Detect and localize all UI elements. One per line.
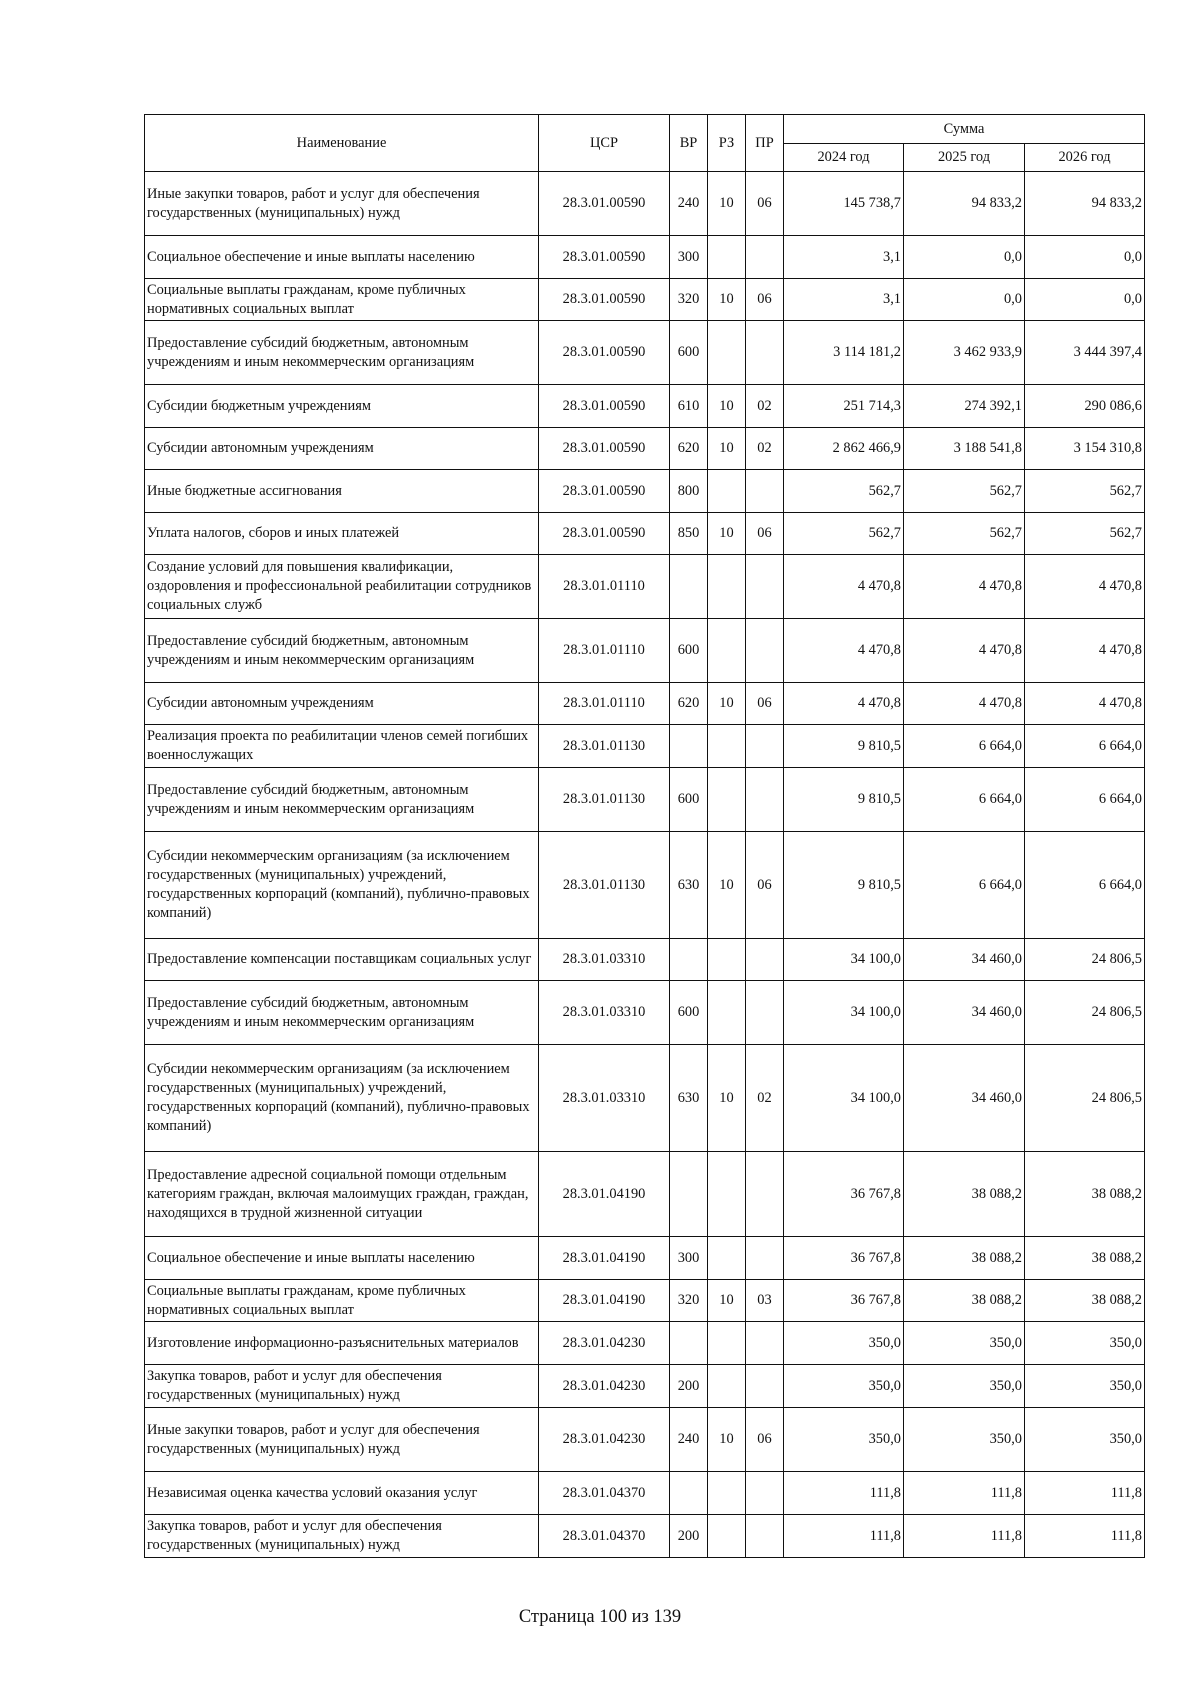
cell-vr: 600	[670, 619, 708, 683]
cell-sum-2025: 38 088,2	[904, 1280, 1025, 1322]
cell-name: Социальные выплаты гражданам, кроме публичных нормативных социальных выплат	[145, 1280, 539, 1322]
cell-pr	[746, 470, 784, 513]
cell-csr: 28.3.01.04230	[539, 1322, 670, 1365]
cell-csr: 28.3.01.01110	[539, 683, 670, 725]
cell-sum-2025: 111,8	[904, 1515, 1025, 1558]
cell-pr	[746, 1152, 784, 1237]
header-rz: РЗ	[708, 115, 746, 172]
cell-sum-2024: 350,0	[784, 1365, 904, 1408]
cell-sum-2024: 111,8	[784, 1472, 904, 1515]
cell-sum-2024: 34 100,0	[784, 1045, 904, 1152]
cell-vr	[670, 1322, 708, 1365]
cell-name: Закупка товаров, работ и услуг для обеспечения государственных (муниципальных) нужд	[145, 1365, 539, 1408]
table-row	[145, 1365, 1145, 1408]
table-row	[145, 725, 1145, 768]
cell-csr: 28.3.01.04190	[539, 1280, 670, 1322]
cell-sum-2024: 34 100,0	[784, 939, 904, 981]
table-row	[145, 683, 1145, 725]
cell-sum-2025: 38 088,2	[904, 1237, 1025, 1280]
cell-csr: 28.3.01.00590	[539, 470, 670, 513]
table-row	[145, 321, 1145, 385]
cell-name: Изготовление информационно-разъяснительных материалов	[145, 1322, 539, 1365]
cell-sum-2025: 4 470,8	[904, 683, 1025, 725]
cell-pr	[746, 768, 784, 832]
cell-sum-2025: 350,0	[904, 1365, 1025, 1408]
cell-sum-2025: 3 462 933,9	[904, 321, 1025, 385]
cell-rz	[708, 555, 746, 619]
cell-rz	[708, 321, 746, 385]
cell-name: Предоставление субсидий бюджетным, автономным учреждениям и иным некоммерческим организациям	[145, 619, 539, 683]
cell-vr: 620	[670, 428, 708, 470]
cell-sum-2026: 24 806,5	[1025, 1045, 1145, 1152]
cell-csr: 28.3.01.01130	[539, 832, 670, 939]
cell-name: Субсидии некоммерческим организациям (за исключением государственных (муниципальных) учреждений, государственных корпораций (компаний), публично-правовых компаний)	[145, 1045, 539, 1152]
cell-vr: 610	[670, 385, 708, 428]
cell-pr	[746, 1237, 784, 1280]
cell-rz: 10	[708, 1408, 746, 1472]
cell-sum-2026: 38 088,2	[1025, 1152, 1145, 1237]
cell-sum-2025: 4 470,8	[904, 555, 1025, 619]
cell-name: Предоставление субсидий бюджетным, автономным учреждениям и иным некоммерческим организациям	[145, 981, 539, 1045]
cell-sum-2024: 36 767,8	[784, 1280, 904, 1322]
cell-name: Социальное обеспечение и иные выплаты населению	[145, 236, 539, 279]
cell-pr	[746, 1472, 784, 1515]
cell-sum-2026: 350,0	[1025, 1365, 1145, 1408]
cell-pr	[746, 1515, 784, 1558]
table-row	[145, 428, 1145, 470]
cell-csr: 28.3.01.01130	[539, 725, 670, 768]
cell-name: Иные закупки товаров, работ и услуг для обеспечения государственных (муниципальных) нужд	[145, 1408, 539, 1472]
cell-name: Субсидии автономным учреждениям	[145, 428, 539, 470]
cell-rz	[708, 939, 746, 981]
cell-name: Уплата налогов, сборов и иных платежей	[145, 513, 539, 555]
cell-sum-2026: 3 154 310,8	[1025, 428, 1145, 470]
cell-name: Иные бюджетные ассигнования	[145, 470, 539, 513]
cell-sum-2026: 0,0	[1025, 236, 1145, 279]
cell-rz: 10	[708, 279, 746, 321]
cell-csr: 28.3.01.00590	[539, 172, 670, 236]
cell-csr: 28.3.01.01130	[539, 768, 670, 832]
cell-sum-2026: 94 833,2	[1025, 172, 1145, 236]
cell-sum-2024: 4 470,8	[784, 683, 904, 725]
table-row	[145, 1322, 1145, 1365]
cell-sum-2025: 350,0	[904, 1408, 1025, 1472]
cell-sum-2026: 4 470,8	[1025, 619, 1145, 683]
table-row	[145, 1152, 1145, 1237]
cell-sum-2026: 290 086,6	[1025, 385, 1145, 428]
cell-sum-2026: 4 470,8	[1025, 555, 1145, 619]
cell-sum-2024: 9 810,5	[784, 725, 904, 768]
cell-csr: 28.3.01.03310	[539, 981, 670, 1045]
cell-pr: 06	[746, 172, 784, 236]
cell-name: Предоставление адресной социальной помощи отдельным категориям граждан, включая малоимущих граждан, граждан, находящихся в трудной жизненной ситуации	[145, 1152, 539, 1237]
cell-sum-2025: 562,7	[904, 513, 1025, 555]
cell-pr: 06	[746, 279, 784, 321]
cell-csr: 28.3.01.04190	[539, 1237, 670, 1280]
cell-sum-2026: 6 664,0	[1025, 768, 1145, 832]
cell-vr: 630	[670, 1045, 708, 1152]
cell-pr	[746, 321, 784, 385]
cell-vr	[670, 1152, 708, 1237]
cell-vr: 320	[670, 279, 708, 321]
budget-table	[144, 114, 1145, 1558]
cell-csr: 28.3.01.04190	[539, 1152, 670, 1237]
table-row	[145, 279, 1145, 321]
table-header	[145, 115, 1145, 172]
cell-rz	[708, 1152, 746, 1237]
cell-csr: 28.3.01.00590	[539, 279, 670, 321]
table-row	[145, 470, 1145, 513]
cell-pr	[746, 236, 784, 279]
table-row	[145, 513, 1145, 555]
table-row	[145, 768, 1145, 832]
cell-sum-2026: 562,7	[1025, 513, 1145, 555]
cell-pr: 03	[746, 1280, 784, 1322]
cell-sum-2025: 562,7	[904, 470, 1025, 513]
cell-sum-2026: 111,8	[1025, 1515, 1145, 1558]
cell-sum-2025: 0,0	[904, 279, 1025, 321]
cell-csr: 28.3.01.03310	[539, 1045, 670, 1152]
cell-vr: 240	[670, 1408, 708, 1472]
cell-pr	[746, 725, 784, 768]
cell-sum-2024: 3,1	[784, 279, 904, 321]
cell-sum-2024: 9 810,5	[784, 768, 904, 832]
cell-rz: 10	[708, 172, 746, 236]
cell-sum-2024: 251 714,3	[784, 385, 904, 428]
cell-pr: 02	[746, 385, 784, 428]
cell-sum-2025: 38 088,2	[904, 1152, 1025, 1237]
cell-vr	[670, 939, 708, 981]
cell-vr: 320	[670, 1280, 708, 1322]
cell-rz	[708, 1472, 746, 1515]
table-row	[145, 236, 1145, 279]
cell-sum-2025: 4 470,8	[904, 619, 1025, 683]
cell-rz: 10	[708, 385, 746, 428]
cell-sum-2025: 34 460,0	[904, 981, 1025, 1045]
cell-vr: 600	[670, 768, 708, 832]
table-row	[145, 619, 1145, 683]
cell-sum-2025: 3 188 541,8	[904, 428, 1025, 470]
cell-vr: 200	[670, 1365, 708, 1408]
table-row	[145, 1472, 1145, 1515]
cell-name: Социальное обеспечение и иные выплаты населению	[145, 1237, 539, 1280]
cell-sum-2026: 6 664,0	[1025, 832, 1145, 939]
header-vr: ВР	[670, 115, 708, 172]
cell-csr: 28.3.01.01110	[539, 619, 670, 683]
cell-name: Субсидии автономным учреждениям	[145, 683, 539, 725]
cell-sum-2026: 6 664,0	[1025, 725, 1145, 768]
cell-sum-2024: 9 810,5	[784, 832, 904, 939]
cell-sum-2026: 111,8	[1025, 1472, 1145, 1515]
cell-rz	[708, 236, 746, 279]
cell-sum-2024: 350,0	[784, 1408, 904, 1472]
cell-csr: 28.3.01.00590	[539, 385, 670, 428]
table-body	[145, 172, 1145, 1558]
cell-rz	[708, 725, 746, 768]
cell-sum-2026: 350,0	[1025, 1322, 1145, 1365]
cell-vr: 630	[670, 832, 708, 939]
cell-rz: 10	[708, 683, 746, 725]
cell-rz: 10	[708, 1280, 746, 1322]
cell-rz	[708, 768, 746, 832]
cell-pr	[746, 981, 784, 1045]
cell-rz	[708, 619, 746, 683]
cell-sum-2024: 4 470,8	[784, 619, 904, 683]
cell-sum-2025: 111,8	[904, 1472, 1025, 1515]
cell-pr	[746, 939, 784, 981]
cell-sum-2024: 145 738,7	[784, 172, 904, 236]
cell-sum-2026: 24 806,5	[1025, 939, 1145, 981]
cell-rz	[708, 470, 746, 513]
table-row	[145, 1515, 1145, 1558]
cell-sum-2024: 36 767,8	[784, 1237, 904, 1280]
cell-pr: 06	[746, 1408, 784, 1472]
cell-pr: 02	[746, 1045, 784, 1152]
cell-sum-2025: 274 392,1	[904, 385, 1025, 428]
header-name: Наименование	[145, 115, 539, 172]
table-row	[145, 939, 1145, 981]
table-row	[145, 1045, 1145, 1152]
cell-name: Иные закупки товаров, работ и услуг для обеспечения государственных (муниципальных) нужд	[145, 172, 539, 236]
cell-name: Закупка товаров, работ и услуг для обеспечения государственных (муниципальных) нужд	[145, 1515, 539, 1558]
cell-name: Предоставление компенсации поставщикам социальных услуг	[145, 939, 539, 981]
header-csr: ЦСР	[539, 115, 670, 172]
cell-vr: 800	[670, 470, 708, 513]
cell-rz	[708, 1515, 746, 1558]
cell-sum-2026: 38 088,2	[1025, 1237, 1145, 1280]
table-row	[145, 1408, 1145, 1472]
table-row	[145, 555, 1145, 619]
cell-sum-2025: 0,0	[904, 236, 1025, 279]
cell-rz: 10	[708, 428, 746, 470]
cell-sum-2024: 111,8	[784, 1515, 904, 1558]
cell-sum-2024: 34 100,0	[784, 981, 904, 1045]
cell-name: Создание условий для повышения квалификации, оздоровления и профессиональной реабилитации сотрудников социальных служб	[145, 555, 539, 619]
cell-rz: 10	[708, 513, 746, 555]
cell-sum-2025: 350,0	[904, 1322, 1025, 1365]
cell-pr: 06	[746, 832, 784, 939]
table-row	[145, 832, 1145, 939]
cell-vr: 850	[670, 513, 708, 555]
cell-vr: 600	[670, 321, 708, 385]
cell-sum-2025: 34 460,0	[904, 939, 1025, 981]
cell-name: Субсидии бюджетным учреждениям	[145, 385, 539, 428]
cell-csr: 28.3.01.00590	[539, 513, 670, 555]
cell-sum-2025: 94 833,2	[904, 172, 1025, 236]
table-row	[145, 1280, 1145, 1322]
cell-csr: 28.3.01.00590	[539, 236, 670, 279]
cell-rz	[708, 1237, 746, 1280]
cell-sum-2025: 6 664,0	[904, 725, 1025, 768]
cell-vr	[670, 725, 708, 768]
cell-sum-2026: 3 444 397,4	[1025, 321, 1145, 385]
cell-sum-2026: 0,0	[1025, 279, 1145, 321]
cell-pr: 06	[746, 513, 784, 555]
cell-pr	[746, 619, 784, 683]
table-row	[145, 385, 1145, 428]
cell-csr: 28.3.01.01110	[539, 555, 670, 619]
header-pr: ПР	[746, 115, 784, 172]
cell-rz	[708, 981, 746, 1045]
cell-rz: 10	[708, 832, 746, 939]
cell-vr	[670, 1472, 708, 1515]
table-row	[145, 172, 1145, 236]
cell-sum-2025: 34 460,0	[904, 1045, 1025, 1152]
page-number: Страница 100 из 139	[518, 1607, 682, 1627]
cell-csr: 28.3.01.00590	[539, 321, 670, 385]
cell-csr: 28.3.01.04230	[539, 1408, 670, 1472]
cell-sum-2025: 6 664,0	[904, 768, 1025, 832]
cell-sum-2024: 4 470,8	[784, 555, 904, 619]
cell-csr: 28.3.01.04370	[539, 1515, 670, 1558]
cell-sum-2025: 6 664,0	[904, 832, 1025, 939]
cell-vr: 600	[670, 981, 708, 1045]
cell-vr: 620	[670, 683, 708, 725]
cell-vr: 200	[670, 1515, 708, 1558]
cell-sum-2024: 562,7	[784, 470, 904, 513]
cell-name: Субсидии некоммерческим организациям (за исключением государственных (муниципальных) учреждений, государственных корпораций (компаний), публично-правовых компаний)	[145, 832, 539, 939]
cell-sum-2026: 4 470,8	[1025, 683, 1145, 725]
cell-vr: 300	[670, 1237, 708, 1280]
cell-sum-2026: 562,7	[1025, 470, 1145, 513]
header-year-2025: 2025 год	[904, 144, 1025, 172]
table-row	[145, 1237, 1145, 1280]
cell-sum-2024: 3 114 181,2	[784, 321, 904, 385]
cell-csr: 28.3.01.04370	[539, 1472, 670, 1515]
header-sum: Сумма	[784, 115, 1145, 144]
cell-name: Реализация проекта по реабилитации членов семей погибших военнослужащих	[145, 725, 539, 768]
cell-sum-2024: 562,7	[784, 513, 904, 555]
cell-rz: 10	[708, 1045, 746, 1152]
cell-name: Социальные выплаты гражданам, кроме публичных нормативных социальных выплат	[145, 279, 539, 321]
cell-sum-2024: 2 862 466,9	[784, 428, 904, 470]
header-year-2026: 2026 год	[1025, 144, 1145, 172]
cell-csr: 28.3.01.03310	[539, 939, 670, 981]
cell-vr: 300	[670, 236, 708, 279]
cell-name: Независимая оценка качества условий оказания услуг	[145, 1472, 539, 1515]
cell-sum-2024: 350,0	[784, 1322, 904, 1365]
cell-sum-2026: 38 088,2	[1025, 1280, 1145, 1322]
header-year-2024: 2024 год	[784, 144, 904, 172]
cell-pr	[746, 1322, 784, 1365]
cell-pr	[746, 555, 784, 619]
cell-name: Предоставление субсидий бюджетным, автономным учреждениям и иным некоммерческим организациям	[145, 321, 539, 385]
cell-sum-2024: 36 767,8	[784, 1152, 904, 1237]
cell-csr: 28.3.01.00590	[539, 428, 670, 470]
cell-pr: 02	[746, 428, 784, 470]
cell-rz	[708, 1322, 746, 1365]
cell-pr	[746, 1365, 784, 1408]
cell-name: Предоставление субсидий бюджетным, автономным учреждениям и иным некоммерческим организациям	[145, 768, 539, 832]
cell-vr: 240	[670, 172, 708, 236]
cell-sum-2026: 350,0	[1025, 1408, 1145, 1472]
cell-vr	[670, 555, 708, 619]
cell-sum-2024: 3,1	[784, 236, 904, 279]
table-row	[145, 981, 1145, 1045]
cell-pr: 06	[746, 683, 784, 725]
cell-sum-2026: 24 806,5	[1025, 981, 1145, 1045]
cell-rz	[708, 1365, 746, 1408]
cell-csr: 28.3.01.04230	[539, 1365, 670, 1408]
